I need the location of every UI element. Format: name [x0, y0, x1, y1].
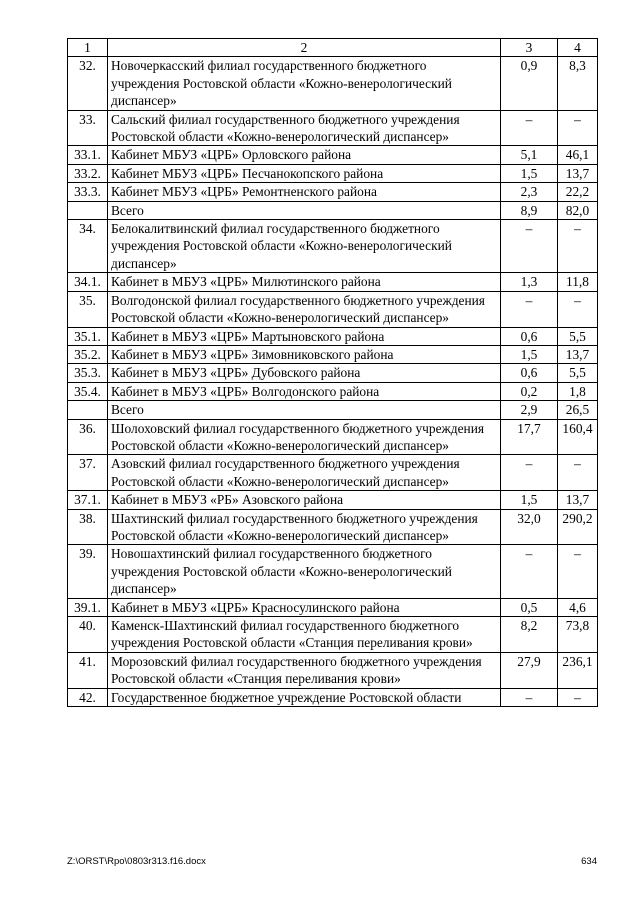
- row-col-3: 0,5: [501, 598, 558, 616]
- row-col-3: 0,6: [501, 327, 558, 345]
- row-col-3: –: [501, 110, 558, 146]
- row-col-3: 8,2: [501, 617, 558, 653]
- table-body: [68, 39, 598, 707]
- row-number: 34.: [68, 220, 108, 273]
- row-number: 39.: [68, 545, 108, 598]
- row-number: 37.: [68, 455, 108, 491]
- row-number: 35.1.: [68, 327, 108, 345]
- table-row: [68, 401, 598, 419]
- row-name: Белокалитвинский филиал государственного бюджетного учреждения Ростовской области «Кожно-венерологический диспансер»: [108, 220, 501, 273]
- row-col-4: 46,1: [558, 146, 598, 164]
- table-row: [68, 327, 598, 345]
- table-row: [68, 220, 598, 273]
- table-row: [68, 57, 598, 110]
- row-name: Кабинет в МБУЗ «ЦРБ» Красносулинского района: [108, 598, 501, 616]
- footer-file-path: Z:\ORST\Rpo\0803r313.f16.docx: [67, 856, 206, 867]
- row-col-4: –: [558, 220, 598, 273]
- row-name: Кабинет в МБУЗ «ЦРБ» Милютинского района: [108, 273, 501, 291]
- header-row: [68, 39, 598, 57]
- row-col-3: 8,9: [501, 201, 558, 219]
- table-row: [68, 183, 598, 201]
- row-col-3: 0,6: [501, 364, 558, 382]
- row-col-4: 22,2: [558, 183, 598, 201]
- row-name: Кабинет МБУЗ «ЦРБ» Песчанокопского района: [108, 164, 501, 182]
- row-col-4: 8,3: [558, 57, 598, 110]
- row-name: Кабинет в МБУЗ «ЦРБ» Дубовского района: [108, 364, 501, 382]
- row-col-3: –: [501, 545, 558, 598]
- table-row: [68, 491, 598, 509]
- row-name: Кабинет МБУЗ «ЦРБ» Орловского района: [108, 146, 501, 164]
- row-name: Новошахтинский филиал государственного бюджетного учреждения Ростовской области «Кожно-венерологический диспансер»: [108, 545, 501, 598]
- row-col-3: 27,9: [501, 652, 558, 688]
- row-col-4: –: [558, 688, 598, 706]
- row-col-3: 1,3: [501, 273, 558, 291]
- row-col-4: –: [558, 455, 598, 491]
- row-col-4: 5,5: [558, 327, 598, 345]
- row-col-4: 82,0: [558, 201, 598, 219]
- data-table: [67, 38, 598, 707]
- row-col-3: 0,2: [501, 382, 558, 400]
- row-col-3: 5,1: [501, 146, 558, 164]
- row-name: Государственное бюджетное учреждение Ростовской области: [108, 688, 501, 706]
- row-number: 35.3.: [68, 364, 108, 382]
- row-col-3: 17,7: [501, 419, 558, 455]
- row-col-4: 290,2: [558, 509, 598, 545]
- row-number: 40.: [68, 617, 108, 653]
- row-name: Новочеркасский филиал государственного бюджетного учреждения Ростовской области «Кожно-венерологический диспансер»: [108, 57, 501, 110]
- header-col-1: 1: [68, 39, 108, 57]
- table-row: [68, 201, 598, 219]
- row-number: 34.1.: [68, 273, 108, 291]
- row-name: Кабинет МБУЗ «ЦРБ» Ремонтненского района: [108, 183, 501, 201]
- row-name: Кабинет в МБУЗ «ЦРБ» Волгодонского района: [108, 382, 501, 400]
- row-col-3: 0,9: [501, 57, 558, 110]
- footer-page-number: 634: [581, 856, 597, 867]
- row-col-4: 160,4: [558, 419, 598, 455]
- row-number: 33.1.: [68, 146, 108, 164]
- header-col-2: 2: [108, 39, 501, 57]
- row-number: 33.2.: [68, 164, 108, 182]
- table-row: [68, 273, 598, 291]
- header-col-4: 4: [558, 39, 598, 57]
- row-name: Шахтинский филиал государственного бюджетного учреждения Ростовской области «Кожно-венерологический диспансер»: [108, 509, 501, 545]
- row-col-3: 2,9: [501, 401, 558, 419]
- table-row: [68, 291, 598, 327]
- row-name: Шолоховский филиал государственного бюджетного учреждения Ростовской области «Кожно-венерологический диспансер»: [108, 419, 501, 455]
- row-number: 38.: [68, 509, 108, 545]
- row-number: 37.1.: [68, 491, 108, 509]
- row-number: 41.: [68, 652, 108, 688]
- row-col-4: –: [558, 545, 598, 598]
- header-col-3: 3: [501, 39, 558, 57]
- table-row: [68, 164, 598, 182]
- row-number: 35.4.: [68, 382, 108, 400]
- table-row: [68, 382, 598, 400]
- row-name: Каменск-Шахтинский филиал государственного бюджетного учреждения Ростовской области «Станция переливания крови»: [108, 617, 501, 653]
- table-row: [68, 419, 598, 455]
- row-name: Кабинет в МБУЗ «ЦРБ» Мартыновского района: [108, 327, 501, 345]
- row-col-4: –: [558, 291, 598, 327]
- row-number: 32.: [68, 57, 108, 110]
- row-number: 33.: [68, 110, 108, 146]
- row-col-4: 13,7: [558, 164, 598, 182]
- row-col-4: 1,8: [558, 382, 598, 400]
- row-col-4: 11,8: [558, 273, 598, 291]
- table-row: [68, 545, 598, 598]
- row-col-3: –: [501, 455, 558, 491]
- row-col-4: 13,7: [558, 491, 598, 509]
- table-row: [68, 652, 598, 688]
- row-number: 39.1.: [68, 598, 108, 616]
- row-col-4: 236,1: [558, 652, 598, 688]
- row-col-3: 1,5: [501, 345, 558, 363]
- row-col-3: –: [501, 688, 558, 706]
- row-col-4: 4,6: [558, 598, 598, 616]
- row-name: Морозовский филиал государственного бюджетного учреждения Ростовской области «Станция переливания крови»: [108, 652, 501, 688]
- row-name: Всего: [108, 401, 501, 419]
- table-row: [68, 598, 598, 616]
- row-number: [68, 401, 108, 419]
- row-col-4: 26,5: [558, 401, 598, 419]
- row-col-3: 1,5: [501, 164, 558, 182]
- row-name: Кабинет в МБУЗ «РБ» Азовского района: [108, 491, 501, 509]
- table-row: [68, 364, 598, 382]
- row-number: [68, 201, 108, 219]
- row-col-3: 2,3: [501, 183, 558, 201]
- row-col-3: 32,0: [501, 509, 558, 545]
- row-number: 36.: [68, 419, 108, 455]
- row-col-4: –: [558, 110, 598, 146]
- row-number: 35.: [68, 291, 108, 327]
- row-col-4: 5,5: [558, 364, 598, 382]
- row-col-3: –: [501, 220, 558, 273]
- row-number: 42.: [68, 688, 108, 706]
- row-name: Сальский филиал государственного бюджетного учреждения Ростовской области «Кожно-венерологический диспансер»: [108, 110, 501, 146]
- row-name: Кабинет в МБУЗ «ЦРБ» Зимовниковского района: [108, 345, 501, 363]
- table-row: [68, 617, 598, 653]
- row-col-3: –: [501, 291, 558, 327]
- row-name: Всего: [108, 201, 501, 219]
- table-row: [68, 455, 598, 491]
- table-row: [68, 146, 598, 164]
- row-number: 35.2.: [68, 345, 108, 363]
- table-row: [68, 509, 598, 545]
- row-col-3: 1,5: [501, 491, 558, 509]
- table-row: [68, 110, 598, 146]
- row-name: Азовский филиал государственного бюджетного учреждения Ростовской области «Кожно-венерологический диспансер»: [108, 455, 501, 491]
- row-name: Волгодонской филиал государственного бюджетного учреждения Ростовской области «Кожно-венерологический диспансер»: [108, 291, 501, 327]
- row-number: 33.3.: [68, 183, 108, 201]
- row-col-4: 13,7: [558, 345, 598, 363]
- table-row: [68, 345, 598, 363]
- table-row: [68, 688, 598, 706]
- row-col-4: 73,8: [558, 617, 598, 653]
